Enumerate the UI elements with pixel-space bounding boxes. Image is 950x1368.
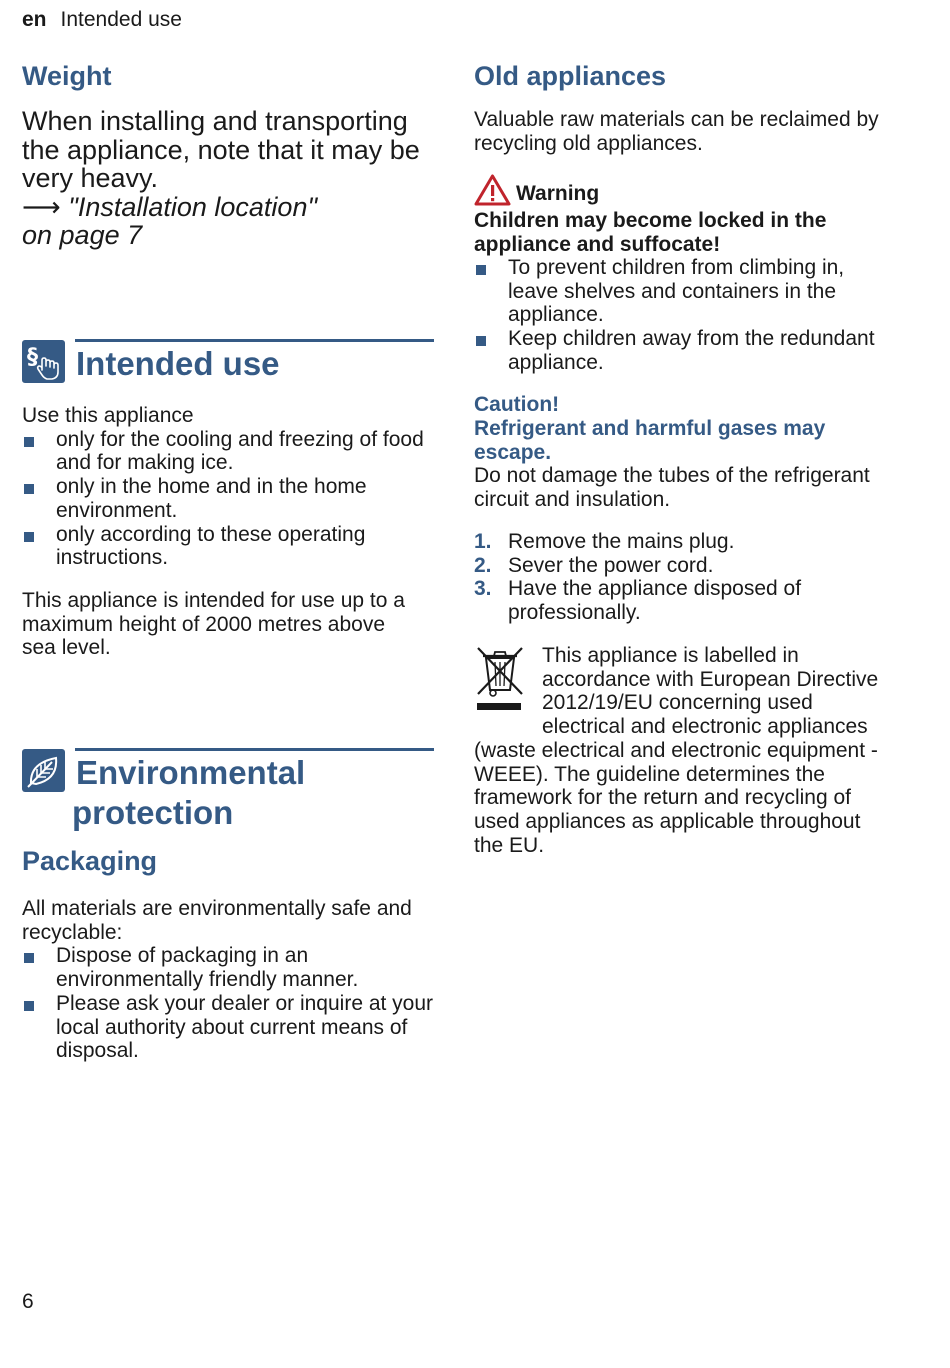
running-header [22,8,182,32]
weight-heading: Weight [22,61,112,91]
intended-use-title: Intended use [76,345,280,382]
crossed-bin-icon [474,644,526,716]
weee-text: This appliance is labelled in accordance with European Directive 2012/19/EU concerning used electrical and electronic appliances (waste electrical and electronic equipment - WEEE). The guideline determines the framework for the return and recycling of used appliances as applicable throughout the EU. [474,644,879,857]
weight-page-ref: on page 7 [22,220,143,250]
warning-list [474,256,894,375]
warning-triangle-icon [474,174,511,206]
packaging-intro: All materials are environmentally safe and recyclable: [22,897,412,944]
weee-block [474,644,888,857]
step-number: 2. [474,553,492,577]
step-text: Have the appliance disposed of professionally. [508,577,802,625]
intended-use-intro: Use this appliance [22,404,194,427]
weight-text: When installing and transporting the appliance, note that it may be very heavy. [22,106,420,193]
steps-list [474,530,894,625]
caution-label: Caution! [474,393,560,416]
list-item: Please ask your dealer or inquire at your local authority about current means of disposal. [22,992,442,1063]
step-number: 3. [474,577,492,601]
list-item: only in the home and in the home environment. [22,475,442,522]
intended-use-rule [75,339,434,342]
old-appliances-intro: Valuable raw materials can be reclaimed by recycling old appliances. [474,108,879,155]
altitude-note: This appliance is intended for use up to a maximum height of 2000 metres above sea level. [22,589,405,660]
old-appliances-heading: Old appliances [474,61,667,91]
arrow-right-icon: ⟶ [22,191,61,222]
list-item [474,530,894,554]
disposal-steps [474,530,894,625]
caution-headline: Refrigerant and harmful gases may escape. [474,417,826,464]
list-item: Dispose of packaging in an environmentally friendly manner. [22,944,442,991]
warning-block [474,172,894,206]
weight-ref-title: "Installation location" [68,191,318,222]
packaging-heading: Packaging [22,846,158,876]
list-item: Keep children away from the redundant appliance. [474,327,894,374]
warning-title-row [474,172,894,206]
caution-text: Do not damage the tubes of the refrigerant circuit and insulation. [474,464,870,511]
warning-label: Warning [516,182,600,205]
packaging-body [22,897,442,1063]
list-item: only according to these operating instructions. [22,523,442,570]
intended-use-list [22,428,442,570]
weight-cross-reference[interactable] [22,192,317,251]
list-item: To prevent children from climbing in, leave shelves and containers in the appliance. [474,256,894,327]
leaf-icon [22,749,65,792]
step-text: Sever the power cord. [508,553,714,577]
warning-body [474,256,894,375]
language-code: en [22,8,47,31]
weight-block [22,107,442,250]
list-item [474,554,894,578]
environment-rule [75,748,434,751]
environment-title-line1: Environmental [76,754,306,791]
warning-headline: Children may become locked in the appliance and suffocate! [474,209,827,256]
header-section-title: Intended use [60,8,182,31]
environment-title-line2: protection [72,794,234,831]
packaging-list [22,944,442,1063]
svg-text:§: § [27,345,38,370]
list-item: only for the cooling and freezing of food and for making ice. [22,428,442,475]
step-text: Remove the mains plug. [508,530,735,553]
intended-use-body [22,404,442,570]
page-number: 6 [22,1290,34,1313]
list-item [474,577,894,624]
step-number: 1. [474,530,492,553]
paragraph-hand-icon [22,340,65,383]
